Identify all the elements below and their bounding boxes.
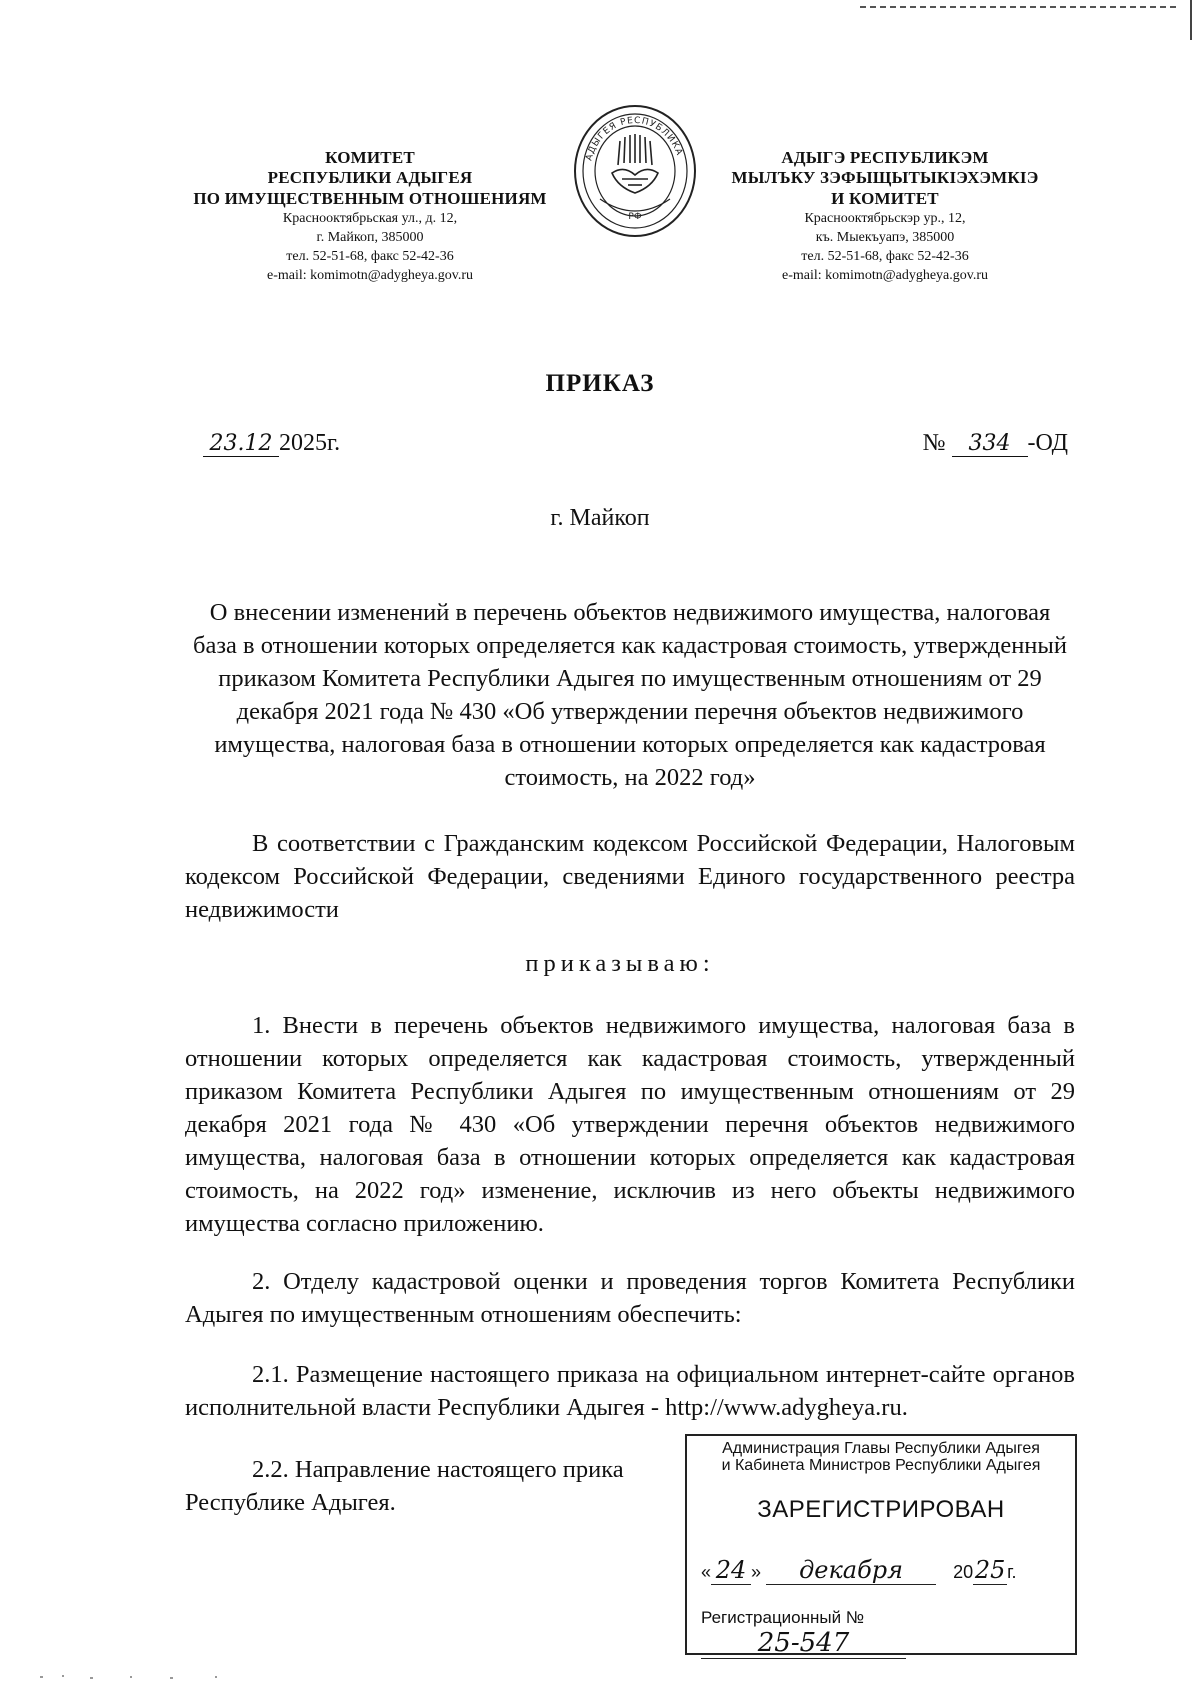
stamp-reg-label: Регистрационный №: [701, 1608, 865, 1627]
stamp-header-line1: Администрация Главы Республики Адыгея: [722, 1440, 1040, 1457]
org-name-ru-line1: КОМИТЕТ: [325, 148, 415, 167]
stamp-year-suffix: 25: [974, 1556, 1006, 1584]
org-name-ady-line1: АДЫГЭ РЕСПУБЛИКЭМ: [781, 148, 989, 167]
stamp-year-prefix: 20: [953, 1562, 974, 1582]
item-2-2-line1: 2.2. Направление настоящего прика: [252, 1456, 624, 1483]
document-title: ПРИКАЗ: [545, 370, 655, 397]
emblem-ring-text: АДЫГЕЯ РЕСПУБЛИКА: [584, 115, 685, 162]
address-ady-street: Краснооктябрьскэр ур., 12,: [804, 211, 966, 227]
registration-stamp: [685, 1434, 1077, 1658]
stamp-header-line2: и Кабинета Министров Республики Адыгея: [721, 1457, 1041, 1474]
preamble-paragraph: В соответствии с Гражданским кодексом Российской Федерации, Налоговым кодексом Российской Федерации, сведениями Единого государственного реестра недвижимости: [185, 830, 1075, 923]
number-handwritten: 334: [952, 431, 1028, 457]
stamp-year-mark: г.: [1007, 1562, 1017, 1582]
address-ru-email: e-mail: komimotn@adygheya.gov.ru: [267, 267, 473, 283]
document-subject: О внесении изменений в перечень объектов недвижимого имущества, налоговая база в отношении которых определяется как кадастровая стоимость, утвержденный приказом Комитета Республики Адыгея по имущественным отношениям от 29 декабря 2021 года № 430 «Об утверждении перечня объектов недвижимого имущества, налоговая база в отношении которых определяется как кадастровая стоимость, на 2022 год»: [193, 599, 1067, 791]
stamp-header: [687, 1440, 1075, 1474]
org-name-ady-line2: МЫЛЪКУ ЗЭФЫЩЫТЫКIЭХЭМКIЭ: [731, 168, 1039, 188]
date-handwritten: 23.12: [203, 431, 279, 457]
document-city: г. Майкоп: [550, 505, 650, 531]
scan-noise: [0, 1671, 1200, 1681]
scan-edge-mark: [1190, 0, 1192, 40]
address-ady-phone: тел. 52-51-68, факс 52-42-36: [801, 248, 969, 264]
item-2-paragraph: 2. Отделу кадастровой оценки и проведения торгов Комитета Республики Адыгея по имущественным отношениям обеспечить:: [185, 1268, 1075, 1328]
address-ru-phone: тел. 52-51-68, факс 52-42-36: [286, 248, 454, 264]
org-name-ru-line3: ПО ИМУЩЕСТВЕННЫМ ОТНОШЕНИЯМ: [193, 188, 547, 208]
document-date: [203, 430, 340, 457]
header-right: [715, 148, 1055, 284]
coat-of-arms-emblem: [572, 103, 698, 239]
stamp-close-quote: »: [751, 1562, 762, 1582]
stamp-day: 24: [711, 1556, 751, 1585]
number-prefix: №: [922, 430, 946, 456]
item-2-1-paragraph: 2.1. Размещение настоящего приказа на официальном интернет-сайте органов исполнительной власти Республики Адыгея - http://www.adygheya.ru.: [185, 1361, 1075, 1421]
org-name-ru-line2: РЕСПУБЛИКИ АДЫГЕЯ: [267, 168, 473, 188]
date-year: 2025г.: [279, 430, 341, 456]
stamp-reg-number: 25-547: [701, 1628, 906, 1659]
document-number: [923, 430, 1068, 457]
item-2-2-line2: Республике Адыгея.: [185, 1489, 396, 1516]
stamp-month: декабря: [766, 1556, 936, 1585]
scan-dashed-line: [860, 6, 1176, 8]
org-name-ady-line3: И КОМИТЕТ: [831, 188, 939, 208]
address-ru-city: г. Майкоп, 385000: [316, 229, 424, 245]
stamp-reg-row: [701, 1608, 1065, 1659]
orders-word: приказываю:: [525, 950, 715, 977]
stamp-title: ЗАРЕГИСТРИРОВАН: [757, 1496, 1005, 1523]
stamp-date-row: [701, 1556, 1065, 1585]
address-ady-email: e-mail: komimotn@adygheya.gov.ru: [782, 267, 988, 283]
header-left: [175, 148, 565, 284]
address-ru-street: Краснооктябрьская ул., д. 12,: [282, 211, 458, 227]
stamp-open-quote: «: [701, 1562, 712, 1582]
address-ady-city: къ. Мыекъуапэ, 385000: [815, 229, 955, 245]
item-1-paragraph: 1. Внести в перечень объектов недвижимого имущества, налоговая база в отношении которых определяется как кадастровая стоимость, утвержденный приказом Комитета Республики Адыгея по имущественным отношениям от 29 декабря 2021 года № 430 «Об утверждении перечня объектов недвижимого имущества, налоговая база в отношении которых определяется как кадастровая стоимость, на 2022 год» изменение, исключив из него объекты недвижимого имущества согласно приложению.: [185, 1012, 1075, 1237]
emblem-bottom-text: РФ: [628, 212, 642, 222]
number-suffix: -ОД: [1027, 430, 1068, 456]
